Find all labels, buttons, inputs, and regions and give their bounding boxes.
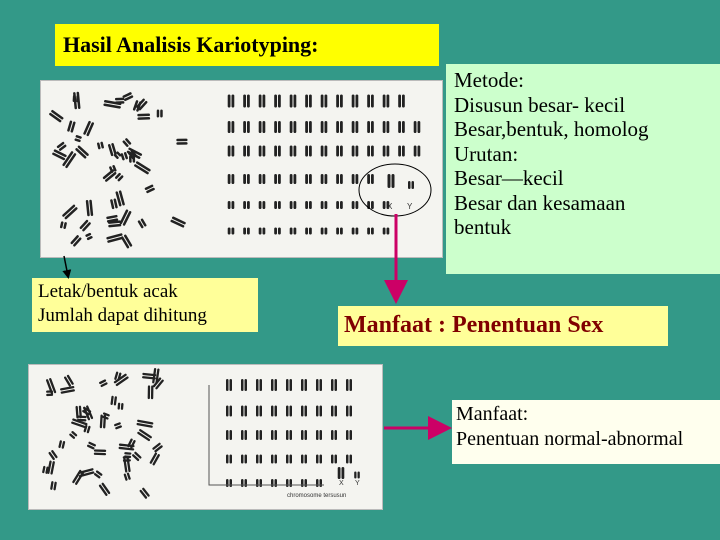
chromosome bbox=[286, 379, 292, 391]
chromosome bbox=[106, 233, 124, 243]
chromosome bbox=[228, 95, 235, 108]
chromosome bbox=[243, 95, 250, 108]
chromosome bbox=[120, 152, 128, 161]
chromosome bbox=[77, 415, 87, 421]
chromosome bbox=[108, 220, 122, 227]
chromosome bbox=[83, 120, 94, 136]
chromosome bbox=[352, 201, 359, 209]
chromosome bbox=[367, 228, 374, 235]
chromosome bbox=[301, 430, 307, 440]
chromosome bbox=[49, 110, 64, 123]
chromosome bbox=[149, 452, 160, 466]
chromosome bbox=[383, 146, 390, 157]
chromosome bbox=[226, 406, 232, 417]
chromosome bbox=[271, 479, 277, 487]
chromosome bbox=[119, 209, 132, 226]
chromosome bbox=[367, 95, 374, 108]
chromosome bbox=[346, 406, 352, 417]
chromosome bbox=[259, 146, 266, 157]
chromosome bbox=[286, 406, 292, 417]
chromosome bbox=[110, 198, 118, 209]
chromosome bbox=[301, 479, 307, 487]
chromosome bbox=[336, 174, 343, 184]
chromosome bbox=[271, 406, 277, 417]
metode-line: Besar—kecil bbox=[454, 166, 564, 190]
karyotype-label: X bbox=[387, 202, 393, 211]
chromosome bbox=[336, 201, 343, 209]
metode-line: bentuk bbox=[454, 215, 512, 239]
chromosome bbox=[72, 469, 85, 485]
chromosome bbox=[241, 455, 247, 464]
chromosome bbox=[75, 145, 90, 159]
chromosome bbox=[367, 146, 374, 157]
chromosome bbox=[256, 406, 262, 417]
chromosome bbox=[414, 146, 421, 157]
chromosome bbox=[256, 455, 262, 464]
chromosome bbox=[139, 487, 150, 499]
chromosome bbox=[290, 201, 297, 209]
chromosome bbox=[316, 455, 322, 464]
chromosome bbox=[79, 219, 91, 232]
chromosome bbox=[226, 379, 232, 391]
chromosome bbox=[286, 479, 292, 487]
chromosome bbox=[259, 174, 266, 184]
chromosome bbox=[301, 379, 307, 391]
chromosome bbox=[321, 121, 328, 133]
chromosome bbox=[74, 135, 82, 143]
chromosome bbox=[228, 228, 235, 235]
chromosome bbox=[367, 174, 374, 184]
chromosome bbox=[352, 121, 359, 133]
slide-title: Hasil Analisis Kariotyping: bbox=[55, 24, 439, 66]
chromosome bbox=[290, 146, 297, 157]
karyotype-image-top bbox=[40, 80, 443, 258]
chromosome bbox=[148, 385, 154, 399]
karyotype-label: Y bbox=[355, 480, 360, 487]
chromosome bbox=[336, 121, 343, 133]
letak-box bbox=[32, 278, 258, 332]
chromosome bbox=[271, 455, 277, 464]
chromosome bbox=[352, 174, 359, 184]
chromosome bbox=[256, 479, 262, 487]
metode-line: Besar,bentuk, homolog bbox=[454, 117, 649, 141]
chromosome bbox=[228, 146, 235, 157]
chromosome bbox=[157, 110, 163, 118]
chromosome bbox=[243, 174, 250, 184]
chromosome bbox=[152, 442, 163, 453]
chromosome bbox=[388, 174, 395, 188]
chromosome bbox=[336, 95, 343, 108]
chromosome bbox=[99, 379, 108, 387]
chromosome bbox=[117, 403, 123, 410]
chromosome bbox=[290, 121, 297, 133]
chromosome bbox=[98, 482, 110, 496]
chromosome bbox=[137, 429, 153, 442]
chromosome bbox=[383, 121, 390, 133]
manfaat2-line: Penentuan normal-abnormal bbox=[456, 428, 684, 450]
chromosome bbox=[354, 472, 360, 479]
chromosome bbox=[243, 201, 250, 209]
chromosome bbox=[176, 139, 187, 145]
chromosome bbox=[85, 232, 93, 240]
chromosome bbox=[346, 379, 352, 391]
chromosome bbox=[137, 113, 150, 120]
chromosome bbox=[383, 228, 390, 235]
chromosome bbox=[367, 121, 374, 133]
chromosome bbox=[336, 146, 343, 157]
chromosome bbox=[316, 379, 322, 391]
chromosome bbox=[274, 95, 281, 108]
chromosome bbox=[321, 174, 328, 184]
chromosome bbox=[108, 143, 117, 157]
karyotype-drawing-bottom bbox=[29, 365, 383, 510]
manfaat-sex-box: Manfaat : Penentuan Sex bbox=[338, 306, 668, 346]
chromosome bbox=[228, 201, 235, 209]
chromosome bbox=[93, 470, 102, 479]
karyotype-label: X bbox=[339, 480, 344, 487]
chromosome bbox=[274, 146, 281, 157]
metode-line: Urutan: bbox=[454, 141, 519, 166]
chromosome bbox=[305, 228, 312, 235]
chromosome bbox=[241, 430, 247, 440]
chromosome bbox=[346, 455, 352, 464]
chromosome bbox=[243, 228, 250, 235]
chromosome bbox=[52, 149, 67, 161]
manfaat-normal-box bbox=[452, 400, 720, 464]
karyotype-label: Y bbox=[407, 202, 413, 211]
chromosome bbox=[305, 201, 312, 209]
chromosome bbox=[316, 430, 322, 440]
chromosome bbox=[60, 221, 67, 229]
letak-line: Letak/bentuk acak bbox=[38, 281, 178, 302]
chromosome bbox=[271, 379, 277, 391]
arrow-to-letak bbox=[64, 256, 68, 276]
chromosome bbox=[352, 95, 359, 108]
chromosome bbox=[290, 95, 297, 108]
chromosome bbox=[305, 121, 312, 133]
chromosome bbox=[228, 121, 235, 133]
chromosome bbox=[331, 379, 337, 391]
chromosome bbox=[286, 455, 292, 464]
chromosome bbox=[408, 181, 414, 189]
chromosome bbox=[331, 455, 337, 464]
chromosome bbox=[383, 95, 390, 108]
chromosome bbox=[259, 121, 266, 133]
chromosome bbox=[122, 92, 134, 102]
chromosome bbox=[352, 146, 359, 157]
chromosome bbox=[64, 374, 75, 387]
chromosome bbox=[259, 228, 266, 235]
chromosome bbox=[226, 479, 232, 487]
chromosome bbox=[226, 430, 232, 440]
chromosome bbox=[110, 396, 117, 406]
chromosome bbox=[398, 146, 405, 157]
chromosome bbox=[114, 422, 123, 430]
manfaat2-line: Manfaat: bbox=[456, 403, 529, 425]
chromosome bbox=[301, 455, 307, 464]
metode-line: Disusun besar- kecil bbox=[454, 92, 626, 117]
chromosome bbox=[241, 406, 247, 417]
chromosome bbox=[259, 201, 266, 209]
chromosome bbox=[241, 379, 247, 391]
chromosome bbox=[290, 228, 297, 235]
chromosome bbox=[241, 479, 247, 487]
chromosome bbox=[127, 438, 136, 449]
chromosome bbox=[132, 451, 142, 461]
chromosome bbox=[144, 184, 155, 193]
chromosome bbox=[48, 450, 58, 461]
chromosome bbox=[94, 449, 107, 455]
chromosome bbox=[331, 430, 337, 440]
chromosome bbox=[243, 146, 250, 157]
chromosome bbox=[170, 216, 186, 228]
chromosome bbox=[398, 95, 405, 108]
chromosome bbox=[274, 201, 281, 209]
chromosome bbox=[134, 161, 151, 175]
chromosome bbox=[305, 146, 312, 157]
chromosome bbox=[87, 441, 97, 450]
chromosome bbox=[121, 234, 133, 249]
chromosome bbox=[321, 146, 328, 157]
chromosome bbox=[86, 200, 94, 217]
chromosome bbox=[321, 201, 328, 209]
chromosome bbox=[274, 174, 281, 184]
chromosome bbox=[414, 121, 421, 133]
chromosome bbox=[301, 406, 307, 417]
chromosome bbox=[103, 100, 121, 109]
chromosome bbox=[67, 120, 76, 133]
chromosome bbox=[70, 235, 82, 247]
karyotype-drawing-top bbox=[41, 81, 443, 258]
chromosome bbox=[50, 481, 57, 491]
chromosome bbox=[305, 174, 312, 184]
chromosome bbox=[137, 218, 147, 229]
chromosome bbox=[69, 431, 78, 440]
chromosome bbox=[331, 406, 337, 417]
chromosome bbox=[136, 419, 153, 427]
karyotype-image-bottom bbox=[28, 364, 383, 510]
chromosome bbox=[286, 430, 292, 440]
chromosome bbox=[398, 121, 405, 133]
chromosome bbox=[274, 121, 281, 133]
chromosome bbox=[336, 228, 343, 235]
letak-line: Jumlah dapat dihitung bbox=[38, 305, 207, 326]
chromosome bbox=[256, 430, 262, 440]
chromosome bbox=[367, 201, 374, 209]
chromosome bbox=[97, 141, 104, 149]
chromosome bbox=[321, 95, 328, 108]
chromosome bbox=[243, 121, 250, 133]
chromosome bbox=[346, 430, 352, 440]
chromosome bbox=[228, 174, 235, 184]
chromosome bbox=[305, 95, 312, 108]
chromosome bbox=[62, 204, 78, 220]
chromosome bbox=[226, 455, 232, 464]
karyotype-label: chromosome tersusun bbox=[287, 493, 347, 499]
chromosome bbox=[290, 174, 297, 184]
metode-line: Metode: bbox=[454, 68, 524, 92]
chromosome bbox=[274, 228, 281, 235]
chromosome bbox=[58, 440, 65, 449]
chromosome bbox=[60, 386, 75, 394]
chromosome bbox=[56, 141, 67, 151]
metode-line: Besar dan kesamaan bbox=[454, 190, 626, 215]
chromosome bbox=[316, 406, 322, 417]
chromosome bbox=[271, 430, 277, 440]
chromosome bbox=[259, 95, 266, 108]
chromosome bbox=[256, 379, 262, 391]
chromosome bbox=[123, 472, 131, 481]
chromosome bbox=[122, 138, 132, 148]
chromosome bbox=[338, 467, 345, 479]
metode-box bbox=[446, 64, 720, 274]
chromosome bbox=[321, 228, 328, 235]
chromosome bbox=[316, 479, 322, 487]
chromosome bbox=[352, 228, 359, 235]
